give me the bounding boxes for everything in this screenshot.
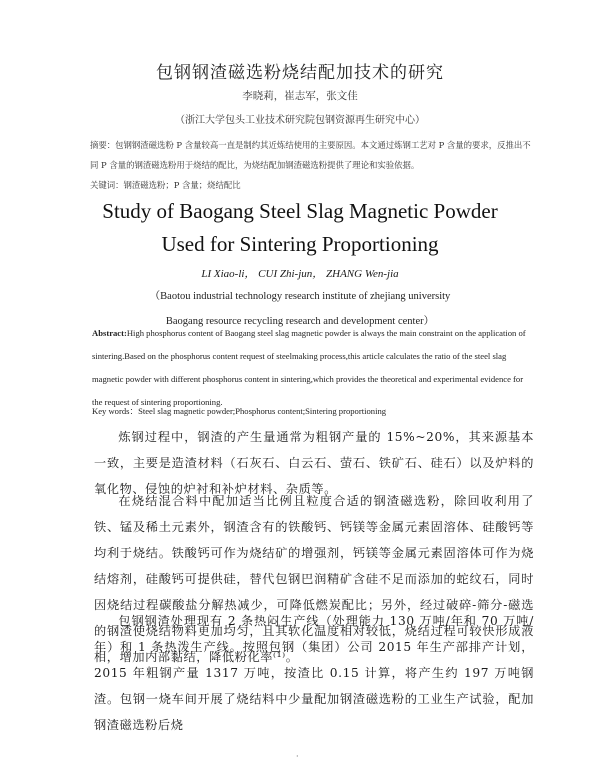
chinese-title: 包钢钢渣磁选粉烧结配加技术的研究 [156,63,444,83]
chinese-keywords: 关键词：钢渣磁选粉；P 含量；烧结配比 [90,180,241,190]
english-title-line-1: Study of Baogang Steel Slag Magnetic Powder [102,199,498,223]
english-affiliation-line-2: Baogang resource recycling research and development center） [165,316,435,327]
body-paragraph-3: 包钢钢渣处理现有 2 条热闷生产线（处理能力 130 万吨/年和 70 万吨/年）和 1 条热泼生产线。按照包钢（集团）公司 2015 年生产部排产计划，2015 年粗钢产量 1317 万吨，按渣比 0.15 计算，将产生约 197 万吨钢渣。包钢一烧车间开展了烧结料中少量配加钢渣磁选粉的工业生产试验，配加钢渣磁选粉后烧 [94,614,534,732]
abstract-label: Abstract: [92,328,127,338]
abstract-text: High phosphorus content of Baogang steel slag magnetic powder is always the main constraint on the application of sintering.Based on the phosphorus content request of steelmaking process,this article calculates the ratio of the steel slag magnetic powder with different phosphorus content in sintering,which provides the theoretical and experimental evidence for the request of sintering proportioning. [92,328,526,407]
english-keywords: Key words：Steel slag magnetic powder;Phosphorus content;Sintering proportioning [92,406,387,416]
english-authors: LI Xiao-li， CUI Zhi-jun， ZHANG Wen-jia [201,268,399,280]
chinese-affiliation: （浙江大学包头工业技术研究院包钢资源再生研究中心） [175,115,425,126]
page-mark: · [296,752,299,761]
english-affiliation-line-1: （Baotou industrial technology research institute of zhejiang university [149,291,451,302]
english-title-line-2: Used for Sintering Proportioning [161,232,439,256]
body-paragraph-2: 在烧结混合料中配加适当比例且粒度合适的钢渣磁选粉，除回收利用了铁、锰及稀土元素外，钢渣含有的铁酸钙、钙镁等金属元素固溶体、硅酸钙等均利于烧结。铁酸钙可作为烧结矿的增强剂，钙镁等金属元素固溶体可作为烧结熔剂，硅酸钙可提供硅，替代包钢巴润精矿含硅不足而添加的蛇纹石，同时因烧结过程碳酸盐分解热减少，可降低燃炭配比；另外，经过破碎-筛分-磁选的钢渣使烧结物料更加均匀，且其软化温度相对较低，烧结过程可较快形成液相，增加内部黏结，降低粉化率⁽¹⁾。 [94,494,534,664]
chinese-authors: 李晓莉，崔志军，张文佳 [242,90,358,102]
body-paragraph-1: 炼钢过程中，钢渣的产生量通常为粗钢产量的 15%~20%，其来源基本一致，主要是造渣材料（石灰石、白云石、萤石、铁矿石、硅石）以及炉料的氧化物、侵蚀的炉衬和补炉材料、杂质等。 [94,430,534,496]
english-abstract [92,322,532,414]
chinese-abstract: 摘要：包钢钢渣磁选粉 P 含量较高一直是制约其近炼结使用的主要原因。本文通过炼钢工艺对 P 含量的要求，反推出不同 P 含量的钢渣磁选粉用于烧结的配比，为烧结配加钢渣磁选粉提供了理论和实验依据。 [90,140,531,170]
